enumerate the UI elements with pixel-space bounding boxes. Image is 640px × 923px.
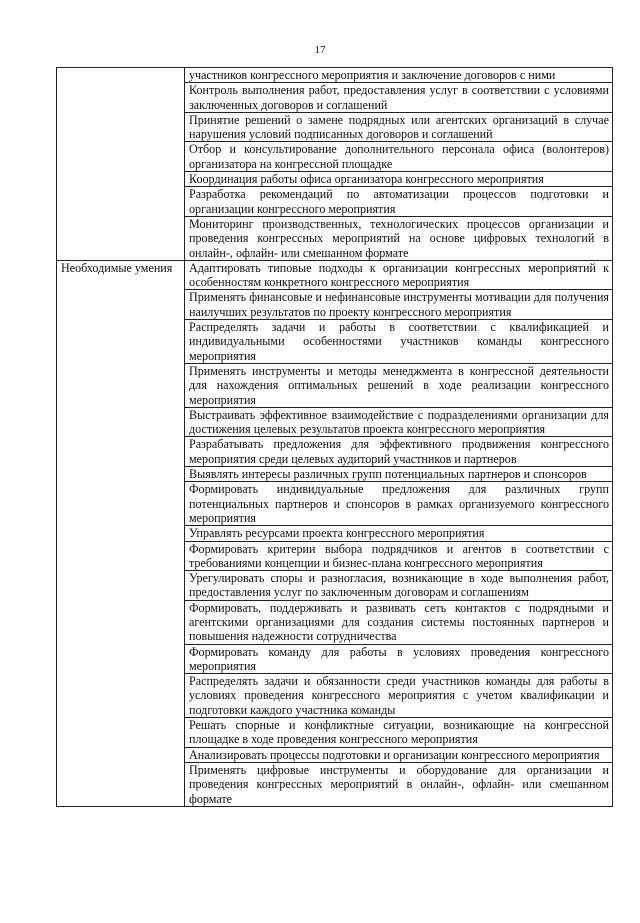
table-cell: Анализировать процессы подготовки и организации конгрессного мероприятия [185,747,613,762]
table-row [57,260,613,290]
page-number: 17 [314,44,326,56]
section-label-skills: Необходимые умения [57,260,185,806]
table-cell: Применять финансовые и нефинансовые инструменты мотивации для получения наилучших результатов по проекту конгрессного мероприятия [185,290,613,320]
table-cell: Распределять задачи и работы в соответствии с квалификацией и индивидуальными особенностями участников команды конгрессного мероприятия [185,320,613,364]
table-cell: Формировать индивидуальные предложения для различных групп потенциальных партнеров и спонсоров в рамках организуемого конгрессного мероприятия [185,482,613,526]
table-cell: Разработка рекомендаций по автоматизации процессов подготовки и организации конгрессного мероприятия [185,187,613,217]
table-cell: Урегулировать споры и разногласия, возникающие в ходе выполнения работ, предоставления услуг по заключенным договорам и соглашениям [185,571,613,601]
table-row [57,68,613,83]
table-cell: Мониторинг производственных, технологических процессов организации и проведения конгрессных мероприятий на основе цифровых технологий в онлайн-, офлайн- или смешанном формате [185,216,613,260]
table-cell: Выявлять интересы различных групп потенциальных партнеров и спонсоров [185,467,613,482]
table-cell: Координация работы офиса организатора конгрессного мероприятия [185,172,613,187]
table-cell: Распределять задачи и обязанности среди участников команды для работы в условиях проведения конгрессного мероприятия с учетом квалификации и подготовки каждого участника команды [185,674,613,718]
table-cell: Применять цифровые инструменты и оборудование для организации и проведения конгрессных мероприятий в онлайн-, офлайн- или смешанном формате [185,762,613,806]
table-cell: Формировать, поддерживать и развивать сеть контактов с подрядными и агентскими организациями для создания системы постоянных партнеров и повышения надежности сотрудничества [185,600,613,644]
table-cell: Формировать команду для работы в условиях проведения конгрессного мероприятия [185,644,613,674]
competency-table [56,67,613,807]
table-cell: Решать спорные и конфликтные ситуации, возникающие на конгрессной площадке в ходе проведения конгрессного мероприятия [185,718,613,748]
table-cell: Выстраивать эффективное взаимодействие с подразделениями организации для достижения целевых результатов проекта конгрессного мероприятия [185,407,613,437]
table-cell: Адаптировать типовые подходы к организации конгрессных мероприятий к особенностям конкретного конгрессного мероприятия [185,260,613,290]
table-cell: Отбор и консультирование дополнительного персонала офиса (волонтеров) организатора на конгрессной площадке [185,142,613,172]
table-cell: Принятие решений о замене подрядных или агентских организаций в случае нарушения условий подписанных договоров и соглашений [185,112,613,142]
table-cell: Формировать критерии выбора подрядчиков и агентов в соответствии с требованиями концепции и бизнес-плана конгрессного мероприятия [185,541,613,571]
table-cell: участников конгрессного мероприятия и заключение договоров с ними [185,68,613,83]
table-cell: Контроль выполнения работ, предоставления услуг в соответствии с условиями заключенных договоров и соглашений [185,83,613,113]
table-cell: Применять инструменты и методы менеджмента в конгрессной деятельности для нахождения оптимальных решений в ходе реализации конгрессного мероприятия [185,363,613,407]
table-cell: Разрабатывать предложения для эффективного продвижения конгрессного мероприятия среди целевых аудиторий участников и партнеров [185,437,613,467]
table-cell: Управлять ресурсами проекта конгрессного мероприятия [185,526,613,541]
section-label-continued [57,68,185,261]
